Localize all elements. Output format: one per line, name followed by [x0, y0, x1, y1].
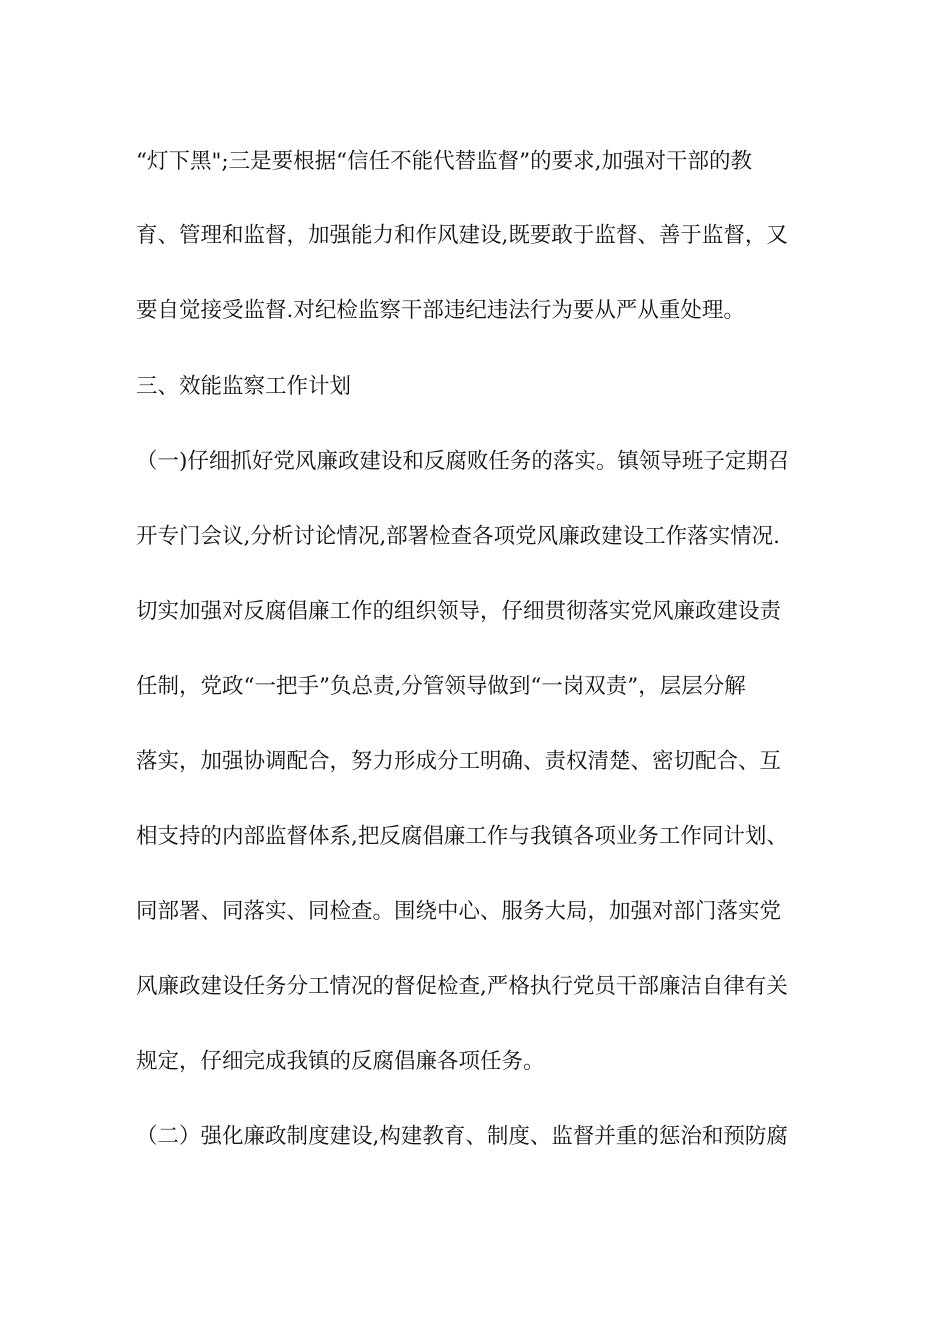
text-line-8: 任制，党政“一把手”负总责,分管领导做到“一岗双责”，层层分解 — [136, 674, 746, 699]
text-line-9: 落实，加强协调配合，努力形成分工明确、责权清楚、密切配合、互 — [136, 749, 782, 774]
text-line-12: 风廉政建设任务分工情况的督促检查,严格执行党员干部廉洁自律有关 — [136, 974, 788, 999]
text-line-6: 开专门会议,分析讨论情况,部署检查各项党风廉政建设工作落实情况. — [136, 524, 781, 549]
text-line-10: 相支持的内部监督体系,把反腐倡廉工作与我镇各项业务工作同计划、 — [136, 824, 788, 849]
text-line-7: 切实加强对反腐倡廉工作的组织领导，仔细贯彻落实党风廉政建设责 — [136, 599, 782, 624]
text-line-13: 规定，仔细完成我镇的反腐倡廉各项任务。 — [136, 1049, 545, 1074]
text-line-2: 育、管理和监督，加强能力和作风建设,既要敢于监督、善于监督，又 — [136, 223, 788, 248]
section-heading: 三、效能监察工作计划 — [136, 374, 352, 399]
text-line-11: 同部署、同落实、同检查。围绕中心、服务大局，加强对部门落实党 — [136, 899, 782, 924]
text-line-14: （二）强化廉政制度建设,构建教育、制度、监督并重的惩治和预防腐 — [136, 1124, 788, 1149]
text-line-1: “灯下黑";三是要根据“信任不能代替监督”的要求,加强对干部的教 — [136, 149, 752, 174]
text-line-3: 要自觉接受监督.对纪检监察干部违纪违法行为要从严从重处理。 — [136, 298, 745, 323]
text-line-5: （一)仔细抓好党风廉政建设和反腐败任务的落实。镇领导班子定期召 — [136, 449, 790, 474]
